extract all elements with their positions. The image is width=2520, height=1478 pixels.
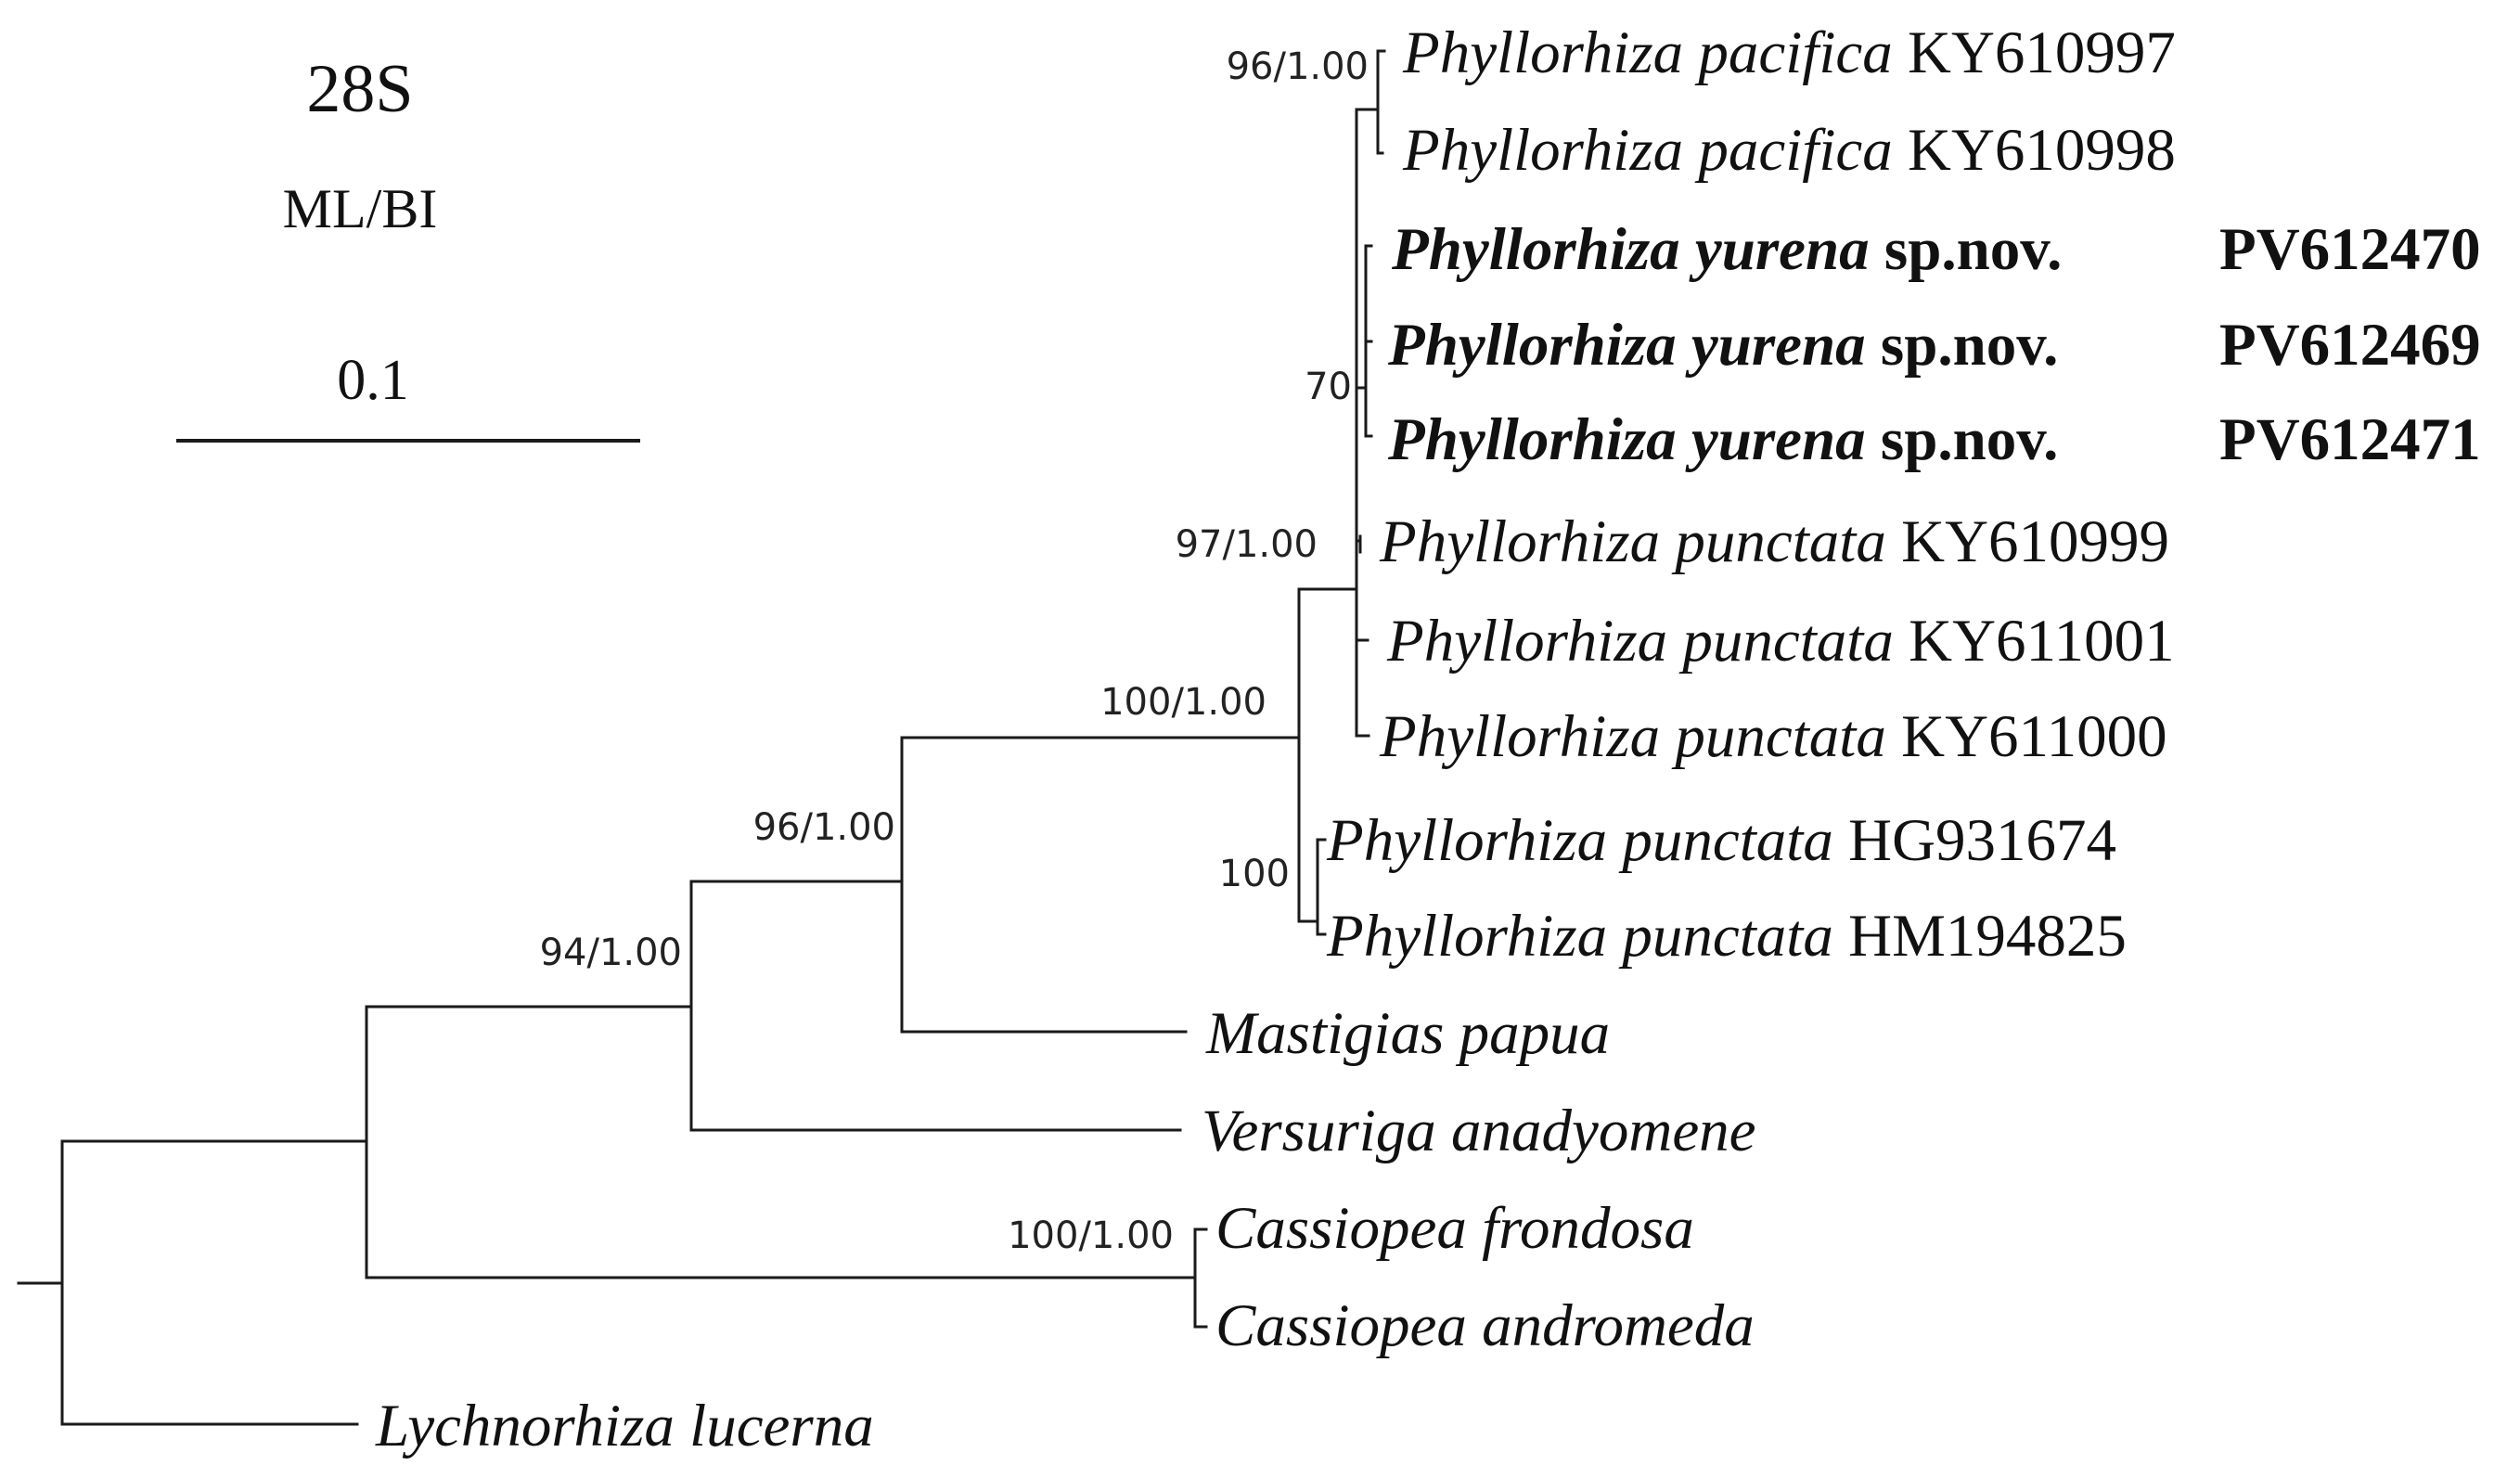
support-pacifica: 96/1.00: [1226, 45, 1369, 88]
taxon-label-10: [1326, 903, 2127, 970]
taxon-species: Phyllorhiza yurena: [1388, 312, 1866, 379]
taxon-species: Phyllorhiza yurena: [1388, 406, 1866, 473]
taxon-species: Phyllorhiza punctata: [1380, 508, 1886, 575]
taxon-label-3: [1391, 216, 2481, 283]
method-label: ML/BI: [282, 178, 438, 239]
support-phyllorhiza: 100/1.00: [1100, 681, 1266, 724]
taxon-label-9: [1326, 807, 2116, 874]
taxon-species: Phyllorhiza yurena: [1392, 216, 1870, 283]
taxon-label-13: Cassiopea frondosa: [1215, 1195, 1694, 1262]
taxon-accession: KY611000: [1901, 703, 2167, 770]
taxon-suffix: sp.nov.: [1880, 406, 2059, 473]
taxon-label-7: [1386, 608, 2175, 675]
taxon-accession: PV612471: [2219, 406, 2481, 473]
taxon-accession: KY610999: [1901, 508, 2170, 575]
taxon-species: Phyllorhiza punctata: [1387, 608, 1894, 675]
taxa-labels: [375, 19, 2481, 1459]
taxon-species: Phyllorhiza punctata: [1380, 703, 1886, 770]
support-versuriga-group: 94/1.00: [539, 932, 682, 974]
taxon-suffix: sp.nov.: [1884, 216, 2063, 283]
branches: [19, 51, 1384, 1424]
support-cassiopea: 100/1.00: [1008, 1215, 1174, 1257]
support-values: [540, 45, 1369, 1257]
support-mastigias-phyllorhiza: 96/1.00: [752, 806, 895, 849]
gene-label: 28S: [306, 51, 414, 127]
taxon-label-4: [1387, 312, 2481, 379]
support-yurena: 70: [1305, 366, 1352, 408]
taxon-label-5: [1387, 406, 2481, 473]
taxon-label-15: Lychnorhiza lucerna: [376, 1393, 874, 1459]
taxon-species: Phyllorhiza pacifica: [1403, 19, 1893, 86]
taxon-label-12: Versuriga anadyomene: [1202, 1098, 1756, 1164]
taxon-label-11: Mastigias papua: [1206, 1000, 1611, 1067]
taxon-accession: PV612469: [2219, 312, 2481, 379]
taxon-label-6: [1379, 508, 2169, 575]
taxon-accession: HG931674: [1848, 807, 2117, 874]
support-punctata-genbank: 100: [1218, 853, 1290, 895]
taxon-label-1: [1402, 19, 2176, 86]
taxon-suffix: sp.nov.: [1880, 312, 2059, 379]
taxon-species: Phyllorhiza punctata: [1327, 903, 1833, 970]
taxon-label-14: Cassiopea andromeda: [1215, 1292, 1755, 1359]
taxon-label-8: [1379, 703, 2167, 770]
taxon-label-2: [1402, 117, 2176, 184]
taxon-species: Phyllorhiza punctata: [1327, 807, 1833, 874]
taxon-accession: PV612470: [2219, 216, 2481, 283]
taxon-species: Phyllorhiza pacifica: [1403, 117, 1893, 184]
support-phyllorhiza-core: 97/1.00: [1175, 523, 1318, 566]
taxon-accession: HM194825: [1848, 903, 2127, 970]
taxon-accession: KY611001: [1909, 608, 2175, 675]
taxon-accession: KY610997: [1908, 19, 2176, 86]
taxon-accession: KY610998: [1908, 117, 2176, 184]
scale-value: 0.1: [337, 349, 409, 412]
